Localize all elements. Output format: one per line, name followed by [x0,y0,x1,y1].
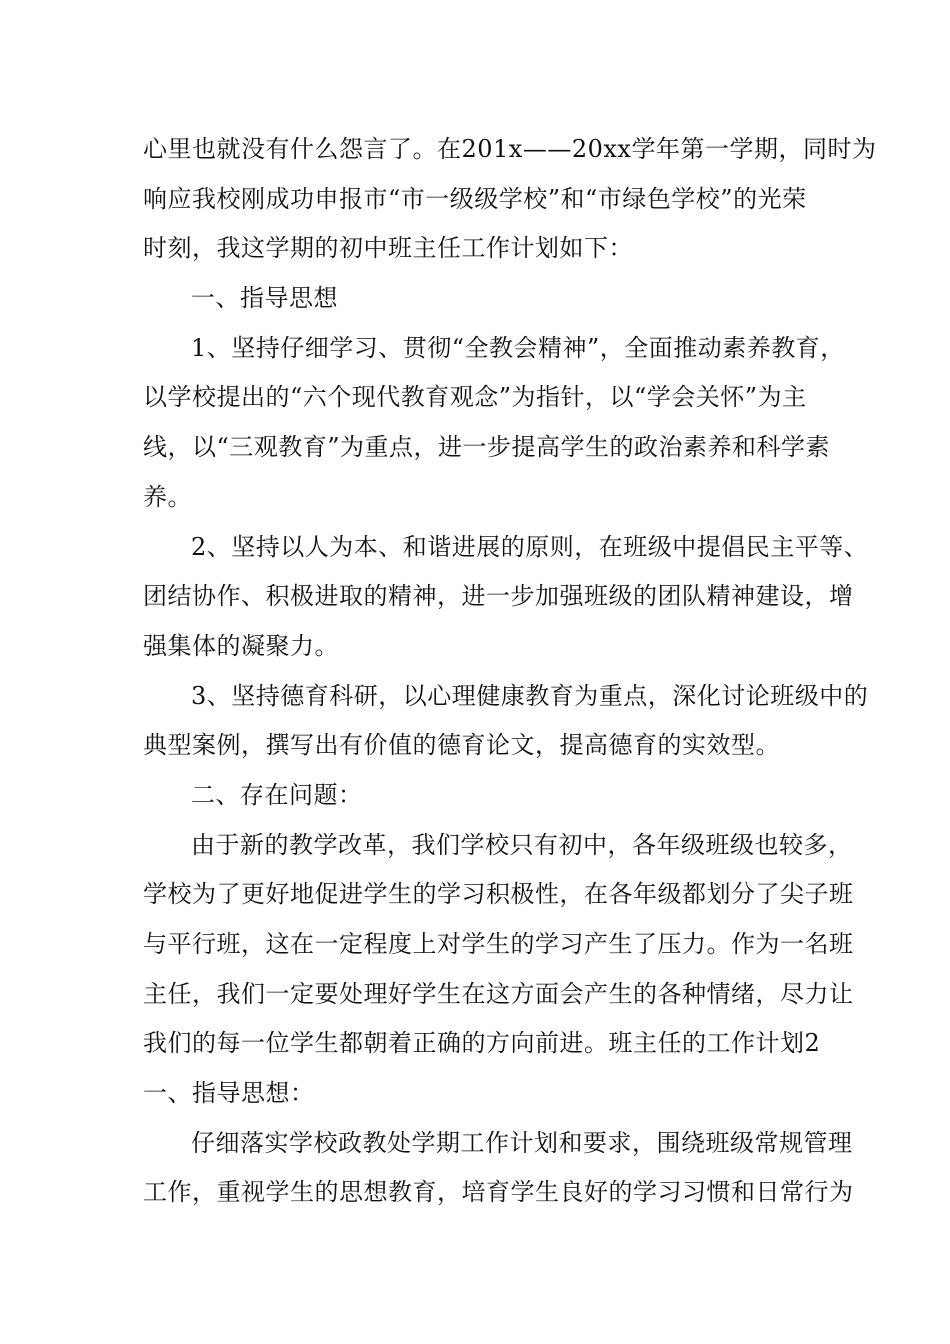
text-line: 典型案例，撰写出有价值的德育论文，提高德育的实效型。 [143,731,780,760]
text-line: 团结协作、积极进取的精神，进一步加强班级的团队精神建设，增 [143,582,854,611]
text-line: 主任，我们一定要处理好学生在这方面会产生的各种情绪，尽力让 [143,979,854,1008]
text-line: 学校为了更好地促进学生的学习积极性，在各年级都划分了尖子班 [143,880,854,909]
text-line: 养。 [143,482,192,511]
text-line: 2、坚持以人为本、和谐进展的原则，在班级中提倡民主平等、 [191,532,869,561]
section-heading-guiding-thought: 一、指导思想 [191,284,338,313]
text-line: 强集体的凝聚力。 [143,631,339,660]
document-body [143,125,877,1218]
text-line: 以学校提出的“六个现代教育观念”为指针，以“学会关怀”为主 [143,383,807,412]
text-line: 响应我校刚成功申报市“市一级级学校”和“市绿色学校”的光荣 [143,184,807,213]
text-line: 工作，重视学生的思想教育，培育学生良好的学习习惯和日常行为 [143,1178,854,1207]
text-line: 线，以“三观教育”为重点，进一步提高学生的政治素养和科学素 [143,433,831,462]
text-line: 时刻，我这学期的初中班主任工作计划如下： [143,234,633,263]
section-heading-guiding-thought-2: 一、指导思想： [143,1079,315,1108]
text-line: 我们的每一位学生都朝着正确的方向前进。班主任的工作计划2 [143,1029,821,1058]
text-line: 1、坚持仔细学习、贯彻“全教会精神”，全面推动素养教育， [191,333,845,362]
text-line: 仔细落实学校政教处学期工作计划和要求，围绕班级常规管理 [191,1128,853,1157]
text-line: 与平行班，这在一定程度上对学生的学习产生了压力。作为一名班 [143,930,854,958]
text-line: 心里也就没有什么怨言了。在201x——20xx学年第一学期，同时为 [143,135,877,163]
text-line: 由于新的教学改革，我们学校只有初中，各年级班级也较多， [191,830,853,859]
text-line: 3、坚持德育科研，以心理健康教育为重点，深化讨论班级中的 [191,681,869,710]
section-heading-existing-problems: 二、存在问题： [191,780,363,809]
